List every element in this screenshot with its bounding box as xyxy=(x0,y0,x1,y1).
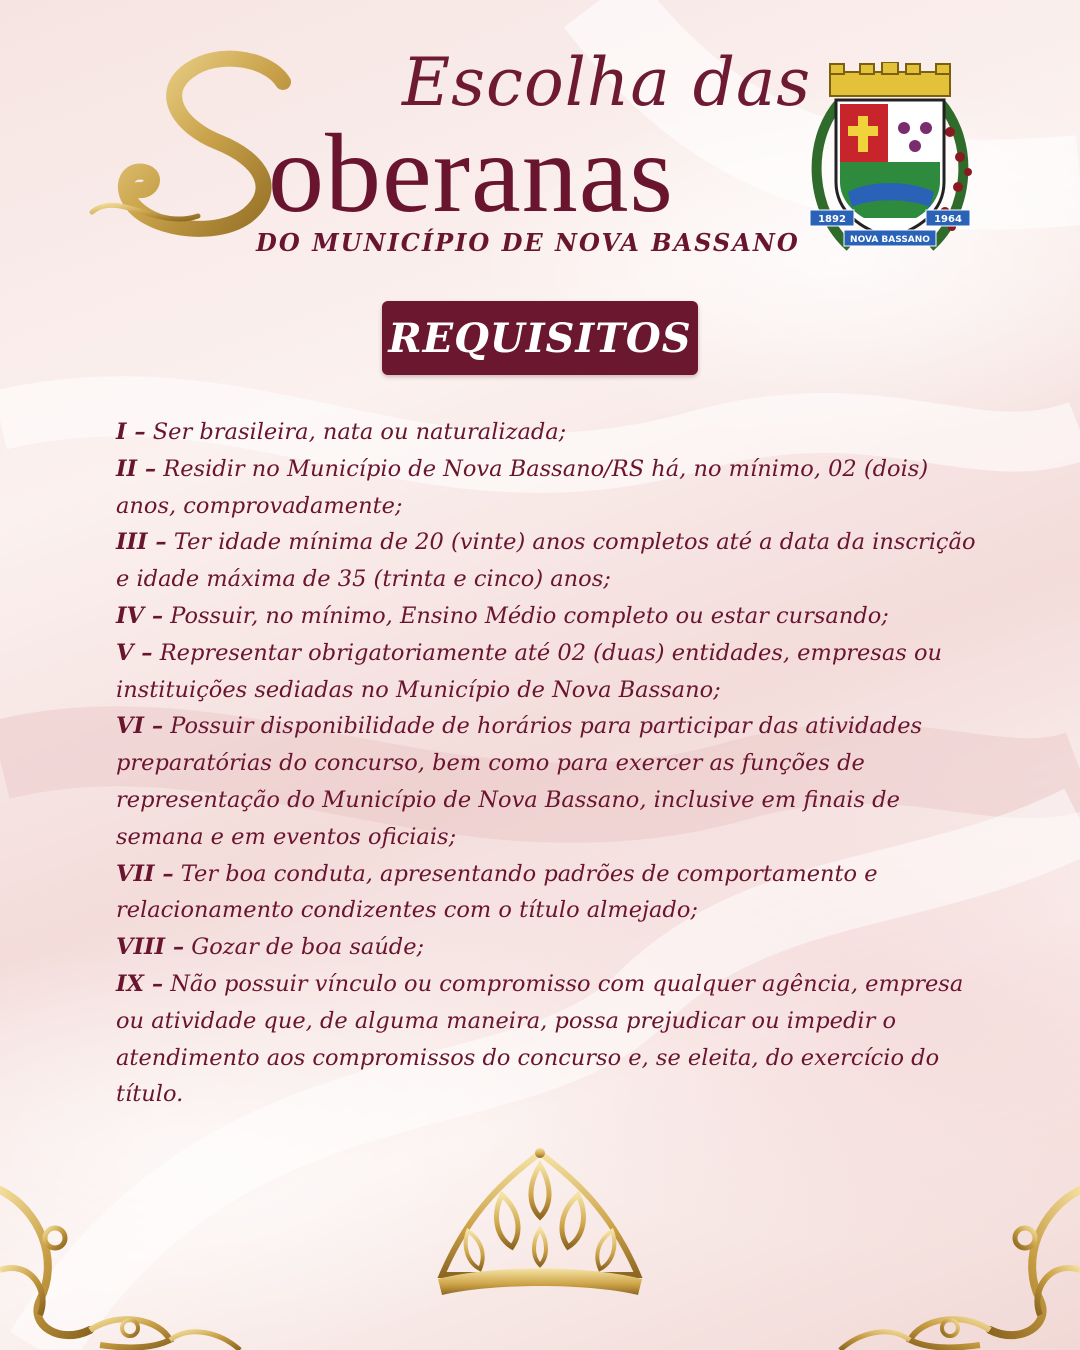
requirement-item xyxy=(116,451,976,525)
crest-year-right: 1964 xyxy=(934,214,962,225)
gold-scroll-ornament-icon xyxy=(820,1150,1080,1350)
requirement-item xyxy=(116,966,976,1113)
requirements-list xyxy=(116,414,976,1113)
requisitos-label: REQUISITOS xyxy=(388,314,692,362)
requirement-number: VII – xyxy=(116,860,174,887)
subtitle-municipio: DO MUNICÍPIO DE NOVA BASSANO xyxy=(256,228,800,257)
title-soberanas: oberanas xyxy=(268,112,675,236)
requirement-number: VIII – xyxy=(116,934,185,961)
requirement-text: Representar obrigatoriamente até 02 (duas) entidades, empresas ou instituições sediadas no Município de Nova Bassano; xyxy=(116,639,942,703)
requirement-item xyxy=(116,414,976,451)
gold-scroll-ornament-icon xyxy=(0,1150,260,1350)
coat-of-arms-icon xyxy=(800,62,980,262)
requirement-text: Residir no Município de Nova Bassano/RS há, no mínimo, 02 (dois) anos, comprovadamente; xyxy=(116,455,929,519)
crest-banner: NOVA BASSANO xyxy=(850,235,930,245)
requirement-text: Gozar de boa saúde; xyxy=(184,934,425,961)
crest-year-left: 1892 xyxy=(818,214,846,225)
requirement-number: IX – xyxy=(116,970,164,997)
requirement-number: II – xyxy=(116,455,157,482)
requirement-number: III – xyxy=(116,529,167,556)
requirement-item xyxy=(116,635,976,709)
requirement-item xyxy=(116,598,976,635)
requirement-item xyxy=(116,524,976,598)
requirement-number: VI – xyxy=(116,713,164,740)
requirement-number: I – xyxy=(116,419,146,445)
requirement-text: Não possuir vínculo ou compromisso com qualquer agência, empresa ou atividade que, de alguma maneira, possa prejudicar ou impedir o atendimento aos compromissos do concurso e, se eleita, do exercício do título. xyxy=(116,970,964,1108)
requirement-text: Ter boa conduta, apresentando padrões de comportamento e relacionamento condizentes com o título almejado; xyxy=(116,860,878,924)
requirement-text: Possuir disponibilidade de horários para participar das atividades preparatórias do concurso, bem como para exercer as funções de representação do Município de Nova Bassano, inclusive em finais de semana e em eventos oficiais; xyxy=(116,713,923,850)
title-escolha-das: Escolha das xyxy=(402,44,812,121)
requirement-item xyxy=(116,929,976,966)
requirement-text: Ser brasileira, nata ou naturalizada; xyxy=(145,419,567,445)
requirement-text: Ter idade mínima de 20 (vinte) anos completos até a data da inscrição e idade máxima de 35 (trinta e cinco) anos; xyxy=(116,529,976,593)
requirement-number: IV – xyxy=(116,602,164,629)
requirement-text: Possuir, no mínimo, Ensino Médio completo ou estar cursando; xyxy=(163,602,889,629)
requirement-item xyxy=(116,856,976,930)
requisitos-badge xyxy=(382,301,698,375)
crown-icon xyxy=(432,1145,648,1315)
requirement-number: V – xyxy=(116,639,153,666)
requirement-item xyxy=(116,708,976,855)
